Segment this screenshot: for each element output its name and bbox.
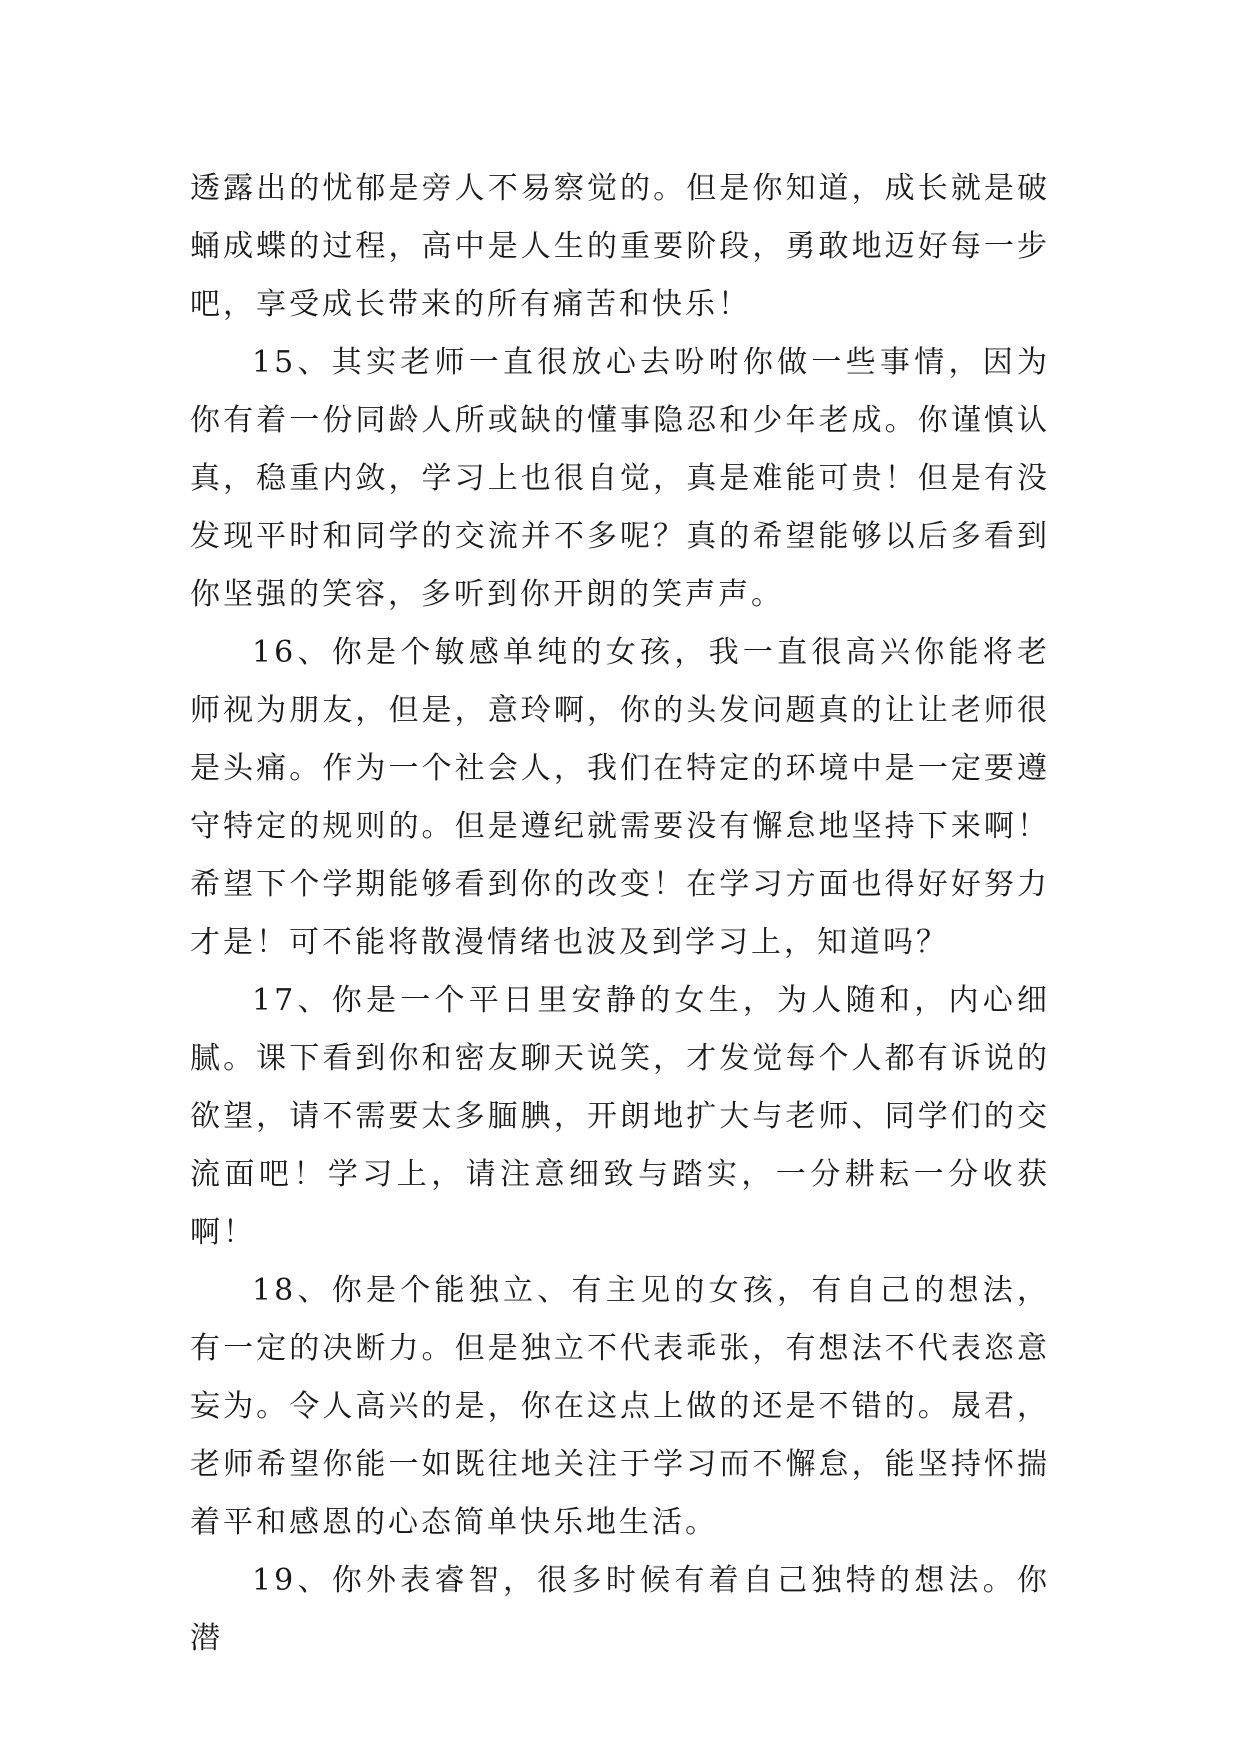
paragraph-comment-19: 19、你外表睿智，很多时候有着自己独特的想法。你潜 <box>190 1563 1050 1656</box>
paragraph-continuation: 透露出的忧郁是旁人不易察觉的。但是你知道，成长就是破蛹成蝶的过程，高中是人生的重要阶段，勇敢地迈好每一步吧，享受成长带来的所有痛苦和快乐！ <box>190 171 1050 322</box>
paragraph-comment-16: 16、你是个敏感单纯的女孩，我一直很高兴你能将老师视为朋友，但是，意玲啊，你的头发问题真的让让老师很是头痛。作为一个社会人，我们在特定的环境中是一定要遵守特定的规则的。但是遵纪就需要没有懈怠地坚持下来啊！希望下个学期能够看到你的改变！在学习方面也得好好努力才是！可不能将散漫情绪也波及到学习上，知道吗？ <box>190 635 1050 960</box>
paragraph-comment-18: 18、你是个能独立、有主见的女孩，有自己的想法，有一定的决断力。但是独立不代表乖张，有想法不代表恣意妄为。令人高兴的是，你在这点上做的还是不错的。晟君，老师希望你能一如既往地关注于学习而不懈怠，能坚持怀揣着平和感恩的心态简单快乐地生活。 <box>190 1273 1050 1540</box>
paragraph-comment-15: 15、其实老师一直很放心去吩咐你做一些事情，因为你有着一份同龄人所或缺的懂事隐忍和少年老成。你谨慎认真，稳重内敛，学习上也很自觉，真是难能可贵！但是有没发现平时和同学的交流并不多呢？真的希望能够以后多看到你坚强的笑容，多听到你开朗的笑声声。 <box>190 345 1050 612</box>
paragraph-comment-17: 17、你是一个平日里安静的女生，为人随和，内心细腻。课下看到你和密友聊天说笑，才发觉每个人都有诉说的欲望，请不需要太多腼腆，开朗地扩大与老师、同学们的交流面吧！学习上，请注意细致与踏实，一分耕耘一分收获啊！ <box>190 983 1050 1250</box>
document-page <box>190 160 1050 1668</box>
